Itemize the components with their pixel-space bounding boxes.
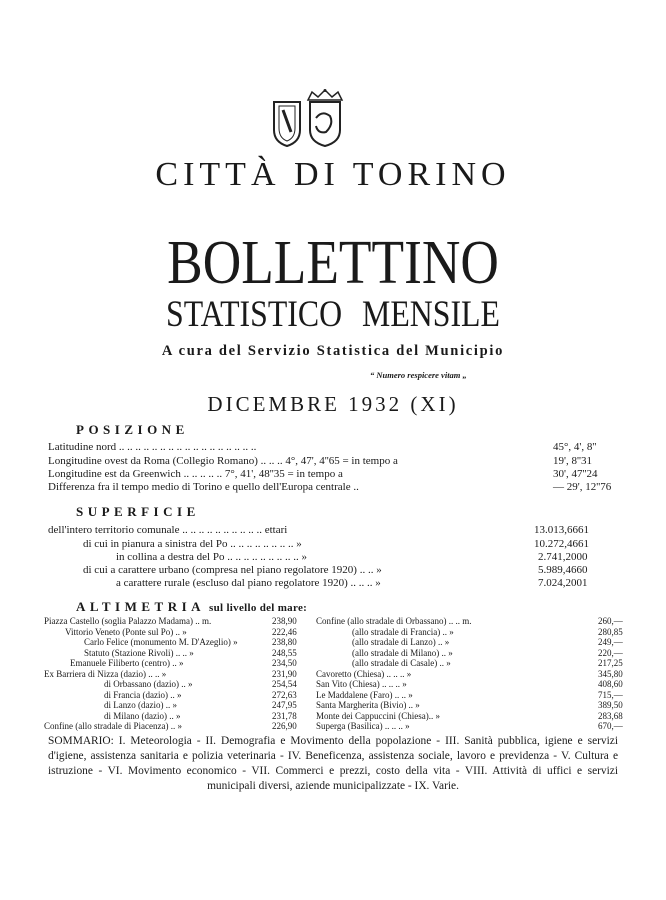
altimetry-label: Confine (allo stradale di Orbassano) .. .. m. — [316, 616, 472, 626]
position-row — [48, 440, 618, 454]
altimetry-row — [316, 658, 624, 669]
altimetry-label: di Francia (dazio) .. » — [104, 689, 182, 700]
altimetry-label: (allo stradale di Casale) .. » — [352, 658, 451, 668]
altimetry-value: 231,78 — [272, 710, 297, 721]
altimetry-row — [316, 679, 624, 690]
area-row — [48, 576, 618, 590]
altimetry-label: (allo stradale di Francia) .. » — [352, 626, 454, 637]
city-name: CITTÀ DI TORINO — [155, 156, 511, 193]
altimetry-label: Confine (allo stradale di Piacenza) .. » — [44, 721, 182, 731]
altimetry-row — [316, 669, 624, 680]
altimetry-heading: ALTIMETRIA — [76, 599, 206, 614]
altimetry-value: 260,— — [598, 616, 623, 626]
altimetry-value: 254,54 — [272, 679, 297, 689]
section-heading-posizione: POSIZIONE — [76, 422, 189, 437]
position-row — [48, 454, 618, 468]
altimetry-value: 670,— — [598, 721, 623, 731]
altimetry-value: 231,90 — [272, 668, 297, 679]
altimetry-row — [316, 648, 624, 659]
section-heading-altimetria — [76, 599, 307, 615]
altimetry-row — [44, 700, 304, 711]
position-label: Latitudine nord .. .. .. .. .. .. .. .. .. .. .. .. .. .. .. .. .. — [48, 441, 257, 453]
position-label: Longitudine ovest da Roma (Collegio Romano) .. .. .. 4°, 47', 4''65 = in tempo a — [48, 455, 398, 467]
altimetry-value: 238,80 — [272, 637, 297, 647]
altimetry-label: Ex Barriera di Nizza (dazio) .. .. » — [44, 668, 167, 679]
altimetry-value: 715,— — [598, 689, 623, 700]
altimetry-label: (allo stradale di Lanzo) .. » — [352, 637, 450, 647]
altimetry-label: Piazza Castello (soglia Palazzo Madama) .. m. — [44, 616, 212, 626]
altimetry-row — [44, 679, 304, 690]
position-value: 30', 47''24 — [553, 468, 598, 480]
position-label: Longitudine est da Greenwich .. .. .. .. .. 7°, 41', 48''35 = in tempo a — [48, 468, 343, 480]
altimetry-label: Emanuele Filiberto (centro) .. » — [70, 658, 184, 668]
altimetry-value: 226,90 — [272, 721, 297, 731]
altimetry-row — [316, 616, 624, 627]
altimetry-row — [316, 627, 624, 638]
area-row — [48, 537, 618, 551]
altimetry-label: Le Maddalene (Faro) .. .. » — [316, 689, 413, 700]
area-value: 10.272,4661 — [534, 538, 589, 550]
altimetry-row — [316, 721, 624, 732]
bulletin-title: BOLLETTINO — [167, 229, 499, 297]
city-crests — [270, 88, 350, 150]
area-label: di cui in pianura a sinistra del Po .. .. .. .. .. .. .. .. » — [83, 538, 302, 550]
altimetry-value: 222,46 — [272, 626, 297, 637]
altimetry-row — [316, 690, 624, 701]
altimetry-label: San Vito (Chiesa) .. .. .. » — [316, 679, 407, 689]
altimetry-label: di Milano (dazio) .. » — [104, 710, 181, 721]
area-value: 13.013,6661 — [534, 524, 589, 536]
altimetry-label: Santa Margherita (Bivio) .. » — [316, 700, 420, 710]
altimetry-value: 280,85 — [598, 626, 623, 637]
altimetry-label: Vittorio Veneto (Ponte sul Po) .. » — [65, 626, 187, 637]
altimetry-value: 238,90 — [272, 616, 297, 626]
area-row — [48, 550, 618, 564]
table-of-contents: SOMMARIO: I. Meteorologia - II. Demografia e Movimento della popolazione - III. Sanità pubblica, igiene e servizi d'igiene, assistenza sanitaria e polizia veterinaria - IV. Beneficenza, assistenza sociale, lavoro e previdenza - V. Cultura e istruzione - VI. Movimento economico - VII. Commerci e prezzi, costo della vita - VIII. Attività di uffici e servizi municipali diversi, aziende municipalizzate - IX. Varie. — [48, 735, 618, 792]
area-row — [48, 563, 618, 577]
altimetry-value: 247,95 — [272, 700, 297, 710]
altimetry-row — [44, 690, 304, 701]
position-row — [48, 480, 618, 494]
area-label: in collina a destra del Po .. .. .. .. .. .. .. .. .. » — [116, 551, 307, 563]
altimetry-row — [44, 658, 304, 669]
editor-line: A cura del Servizio Statistica del Municipio — [161, 343, 505, 359]
altimetry-row — [316, 711, 624, 722]
altimetry-value: 408,60 — [598, 679, 623, 689]
altimetry-value: 345,80 — [598, 668, 623, 679]
bulletin-subtitle: STATISTICO MENSILE — [166, 294, 500, 335]
altimetry-label: di Lanzo (dazio) .. » — [104, 700, 177, 710]
altimetry-label: (allo stradale di Milano) .. » — [352, 647, 453, 658]
position-value: 19', 8''31 — [553, 455, 592, 467]
area-value: 2.741,2000 — [538, 551, 588, 563]
altimetry-subheading: sul livello del mare: — [209, 602, 308, 614]
motto: “ Numero respicere vitam „ — [370, 370, 467, 380]
altimetry-label: Monte dei Cappuccini (Chiesa).. » — [316, 710, 440, 721]
area-row — [48, 523, 618, 537]
altimetry-value: 389,50 — [598, 700, 623, 710]
altimetry-value: 248,55 — [272, 647, 297, 658]
altimetry-row — [44, 627, 304, 638]
area-label: di cui a carattere urbano (compresa nel piano regolatore 1920) .. .. » — [83, 564, 382, 576]
altimetry-row — [316, 637, 624, 648]
area-label: a carattere rurale (escluso dal piano regolatore 1920) .. .. .. » — [116, 577, 381, 589]
altimetry-row — [44, 648, 304, 659]
issue-date: DICEMBRE 1932 (XI) — [207, 392, 459, 416]
altimetry-value: 283,68 — [598, 710, 623, 721]
altimetry-value: 234,50 — [272, 658, 297, 668]
altimetry-row — [44, 711, 304, 722]
altimetry-row — [316, 700, 624, 711]
area-value: 7.024,2001 — [538, 577, 588, 589]
area-value: 5.989,4660 — [538, 564, 588, 576]
altimetry-label: Superga (Basilica) .. .. .. » — [316, 721, 410, 731]
altimetry-label: Cavoretto (Chiesa) .. .. .. » — [316, 668, 412, 679]
altimetry-label: di Orbassano (dazio) .. » — [104, 679, 193, 689]
section-heading-superficie: SUPERFICIE — [76, 504, 200, 519]
altimetry-value: 217,25 — [598, 658, 623, 668]
altimetry-value: 249,— — [598, 637, 623, 647]
position-value: — 29', 12''76 — [553, 481, 612, 493]
area-label: dell'intero territorio comunale .. .. .. .. .. .. .. .. .. .. ettari — [48, 524, 288, 536]
altimetry-row — [44, 637, 304, 648]
altimetry-row — [44, 669, 304, 680]
position-row — [48, 467, 618, 481]
altimetry-value: 272,63 — [272, 689, 297, 700]
altimetry-row — [44, 721, 304, 732]
altimetry-row — [44, 616, 304, 627]
position-value: 45°, 4', 8'' — [553, 441, 597, 453]
altimetry-label: Carlo Felice (monumento M. D'Azeglio) » — [84, 637, 238, 647]
altimetry-label: Statuto (Stazione Rivoli) .. .. » — [84, 647, 194, 658]
coat-of-arms-icon — [270, 88, 350, 150]
altimetry-value: 220,— — [598, 647, 623, 658]
position-label: Differenza fra il tempo medio di Torino e quello dell'Europa centrale .. — [48, 481, 359, 493]
